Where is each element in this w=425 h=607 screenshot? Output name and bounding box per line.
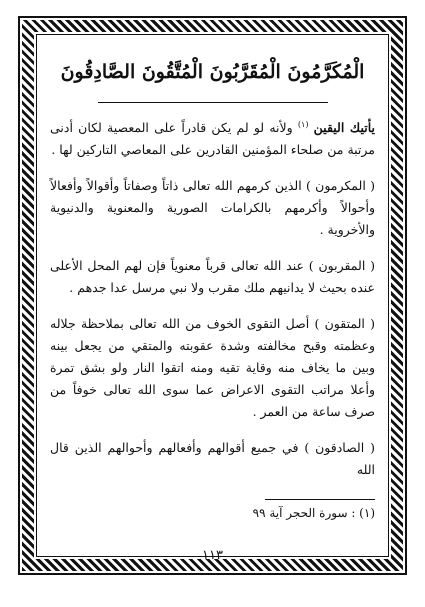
paragraph-2: ( المكرمون ) الذين كرمهم الله تعالى ذاتاً وصفاتاً وأقوالاً وأفعالاً وأحوالاً وأكرمهم بالكرامات الصورية والمعنوية والدنيوية والأخروية . [50,178,375,237]
paragraph-1 [50,117,375,161]
footnote-rule [265,499,375,500]
paragraph-1-text: ولأنه لو لم يكن قادراً على المعصية لكان أدنى مرتبة من صلحاء المؤمنين القادرين على المعاصي التاركين لها . [50,120,375,157]
footnote: (١) : سورة الحجر آية ٩٩ [252,506,375,520]
page-heading: الْمُكَرَّمُونَ الْمُقَرَّبُونَ الْمُتَّقُونَ الصَّادِقُونَ [60,61,365,83]
page-number: ١١٣ [202,548,223,563]
paragraph-3: ( المقربون ) عند الله تعالى قرباً معنوياً فإن لهم المحل الأعلى عنده بحيث لا يدانيهم ملك مقرب ولا نبي مرسل عدا جدهم . [50,258,375,295]
page-content [50,44,375,544]
paragraph-1-lead: يأتيك اليقين [313,120,375,135]
paragraph-5: ( الصادقون ) في جميع أقوالهم وأفعالهم وأحوالهم الذين قال الله [50,440,375,477]
footnote-ref: (١) [297,119,309,129]
paragraph-4: ( المتقون ) أصل التقوى الخوف من الله تعالى بملاحظة جلاله وعظمته وقبح مخالفته وشدة عقوبته والمتقي من يجعل بينه وبين ما يخاف منه وقاية تقيه ومنه اتقوا النار ولو بشق تمرة وأعلا مراتب التقوى الاعراض عما سوى الله تعالى خوفاً من صرف ساعة من العمر . [50,316,375,419]
heading-rule [98,102,328,103]
